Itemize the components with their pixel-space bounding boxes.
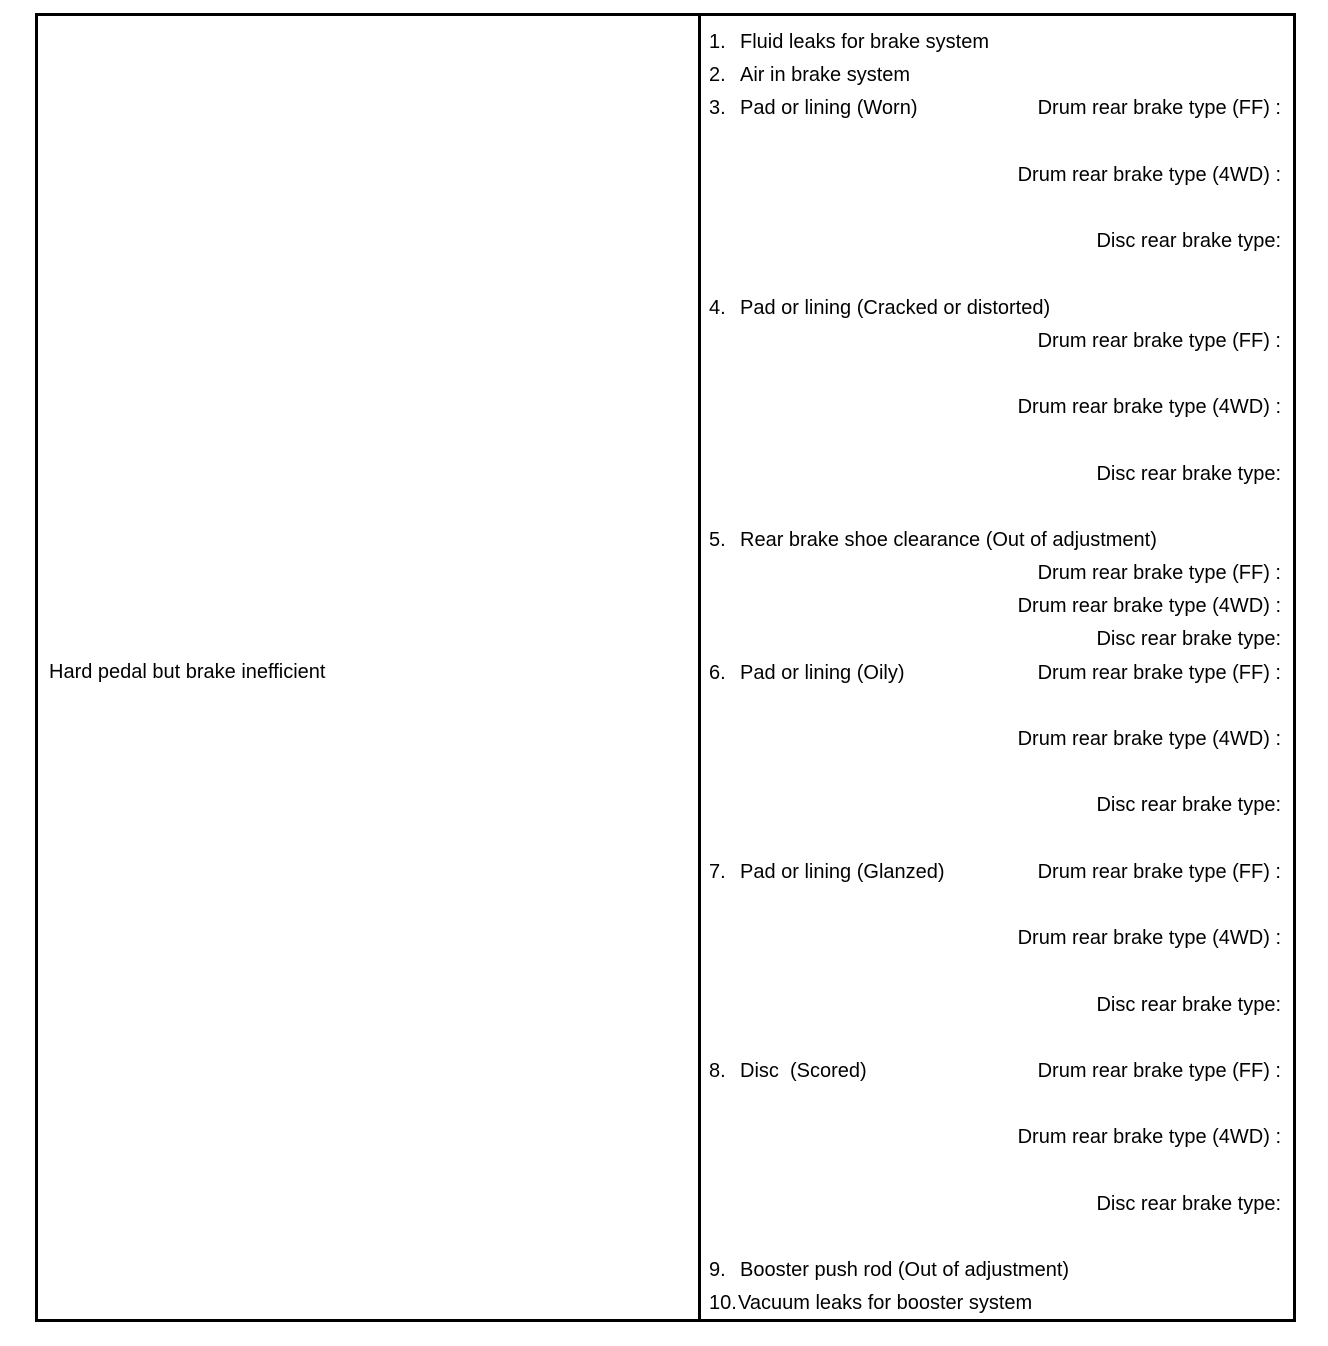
drum-ff-label: Drum rear brake type (FF) :	[1037, 329, 1281, 352]
subitem-row	[709, 557, 1281, 590]
disc-label: Disc rear brake type:	[1096, 230, 1281, 253]
subitem-row	[709, 391, 1281, 457]
diagnosis-table	[35, 13, 1296, 1322]
drum-ff-label: Drum rear brake type (FF) :	[1037, 661, 1281, 684]
drum-ff-label: Drum rear brake type (FF) :	[1037, 97, 1281, 120]
cause-number: 4.	[709, 296, 726, 319]
cause-text: Pad or lining (Worn)	[740, 97, 918, 120]
cause-number: 1.	[709, 31, 726, 53]
subitem-row	[709, 789, 1281, 855]
drum-4wd-label: Drum rear brake type (4WD) :	[1017, 163, 1281, 186]
cause-item-2	[709, 59, 1281, 92]
cause-text: Pad or lining (Cracked or distorted)	[740, 296, 1051, 319]
subitem-row	[709, 723, 1281, 789]
subitem-row	[709, 590, 1281, 623]
drum-4wd-label: Drum rear brake type (4WD) :	[1017, 1126, 1281, 1149]
cause-item-4	[709, 292, 1281, 325]
cause-number: 5.	[709, 528, 726, 551]
subitem-row	[709, 325, 1281, 391]
disc-label: Disc rear brake type:	[1096, 462, 1281, 485]
subitem-row	[709, 922, 1281, 988]
cause-text: Rear brake shoe clearance (Out of adjustment)	[740, 528, 1157, 551]
subitem-row	[709, 623, 1281, 656]
causes-cell	[709, 26, 1281, 1321]
symptom-cell: Hard pedal but brake inefficient	[49, 661, 326, 683]
cause-text: Vacuum leaks for booster system	[738, 1292, 1033, 1315]
subitem-row	[709, 458, 1281, 524]
disc-label: Disc rear brake type:	[1096, 1192, 1281, 1215]
cause-item-6	[709, 657, 1281, 723]
drum-4wd-label: Drum rear brake type (4WD) :	[1017, 595, 1281, 618]
cause-number: 3.	[709, 97, 726, 120]
disc-label: Disc rear brake type:	[1096, 794, 1281, 817]
drum-ff-label: Drum rear brake type (FF) :	[1037, 860, 1281, 883]
cause-item-7	[709, 856, 1281, 922]
cause-number: 6.	[709, 661, 726, 684]
cause-number: 9.	[709, 1259, 726, 1282]
cause-number: 7.	[709, 860, 726, 883]
drum-4wd-label: Drum rear brake type (4WD) :	[1017, 728, 1281, 751]
subitem-row	[709, 989, 1281, 1055]
cause-text: Fluid leaks for brake system	[740, 31, 989, 53]
cause-item-10	[709, 1287, 1281, 1320]
subitem-row	[709, 1188, 1281, 1254]
cause-item-5	[709, 524, 1281, 557]
cause-number: 2.	[709, 64, 726, 87]
cause-text: Pad or lining (Glanzed)	[740, 860, 945, 883]
cause-item-9	[709, 1254, 1281, 1287]
cause-number: 10.	[709, 1292, 737, 1315]
subitem-row	[709, 159, 1281, 225]
cause-text: Disc (Scored)	[740, 1060, 867, 1082]
cause-item-1	[709, 26, 1281, 59]
drum-4wd-label: Drum rear brake type (4WD) :	[1017, 396, 1281, 419]
subitem-row	[709, 225, 1281, 291]
cause-item-8	[709, 1055, 1281, 1121]
cause-item-3	[709, 92, 1281, 158]
drum-ff-label: Drum rear brake type (FF) :	[1037, 562, 1281, 585]
cause-text: Pad or lining (Oily)	[740, 661, 905, 684]
drum-ff-label: Drum rear brake type (FF) :	[1037, 1060, 1281, 1082]
disc-label: Disc rear brake type:	[1096, 628, 1281, 651]
disc-label: Disc rear brake type:	[1096, 993, 1281, 1016]
column-divider	[698, 16, 701, 1319]
cause-text: Air in brake system	[740, 64, 911, 87]
subitem-row	[709, 1121, 1281, 1187]
cause-text: Booster push rod (Out of adjustment)	[740, 1259, 1070, 1282]
cause-number: 8.	[709, 1060, 726, 1082]
drum-4wd-label: Drum rear brake type (4WD) :	[1017, 927, 1281, 950]
